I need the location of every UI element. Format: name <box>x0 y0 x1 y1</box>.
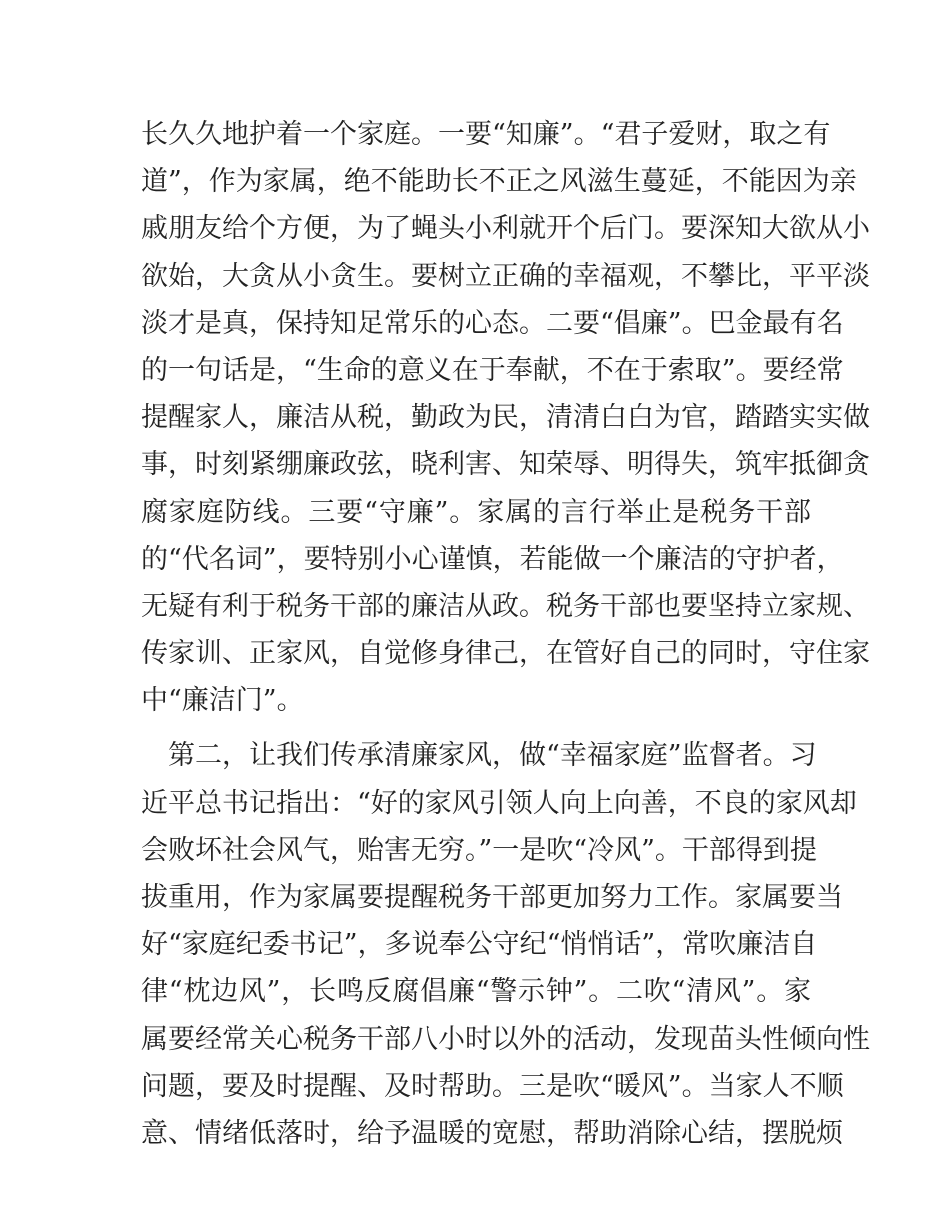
text-line: 无疑有利于税务干部的廉洁从政。税务干部也要坚持立家规、 <box>141 590 870 622</box>
paragraph-1 <box>141 111 870 724</box>
text-line: 律“枕边风”，长鸣反腐倡廉“警示钟”。二吹“清风”。家 <box>141 976 811 1008</box>
text-line: 长久久地护着一个家庭。一要“知廉”。“君子爱财，取之有 <box>141 119 831 150</box>
text-line: 属要经常关心税务干部八小时以外的活动，发现苗头性倾向性 <box>141 1023 870 1055</box>
text-line: 道”，作为家属，绝不能助长不正之风滋生蔓延，不能因为亲 <box>141 166 857 198</box>
text-line: 淡才是真，保持知足常乐的心态。二要“倡廉”。巴金最有名 <box>141 307 844 339</box>
document-body <box>141 111 870 1157</box>
text-line: 拔重用，作为家属要提醒税务干部更加努力工作。家属要当 <box>141 882 843 913</box>
text-line: 的一句话是，“生命的意义在于奉献，不在于索取”。要经常 <box>141 354 844 386</box>
text-line: 意、情绪低落时，给予温暖的宽慰，帮助消除心结，摆脱烦 <box>141 1117 843 1149</box>
text-line: 中“廉洁门”。 <box>141 685 304 717</box>
text-line: 欲始，大贪从小贪生。要树立正确的幸福观，不攀比，平平淡 <box>141 260 870 292</box>
text-line: 传家训、正家风，自觉修身律己，在管好自己的同时，守住家 <box>141 638 870 670</box>
paragraph-2 <box>141 732 870 1157</box>
text-line: 腐家庭防线。三要“守廉”。家属的言行举止是税务干部 <box>141 496 811 528</box>
text-line: 戚朋友给个方便，为了蝇头小利就开个后门。要深知大欲从小 <box>141 213 870 245</box>
paragraph-gap <box>141 724 811 732</box>
text-line: 提醒家人，廉洁从税，勤政为民，清清白白为官，踏踏实实做 <box>141 402 870 434</box>
text-line: 第二，让我们传承清廉家风，做“幸福家庭”监督者。习 <box>141 740 817 772</box>
text-line: 近平总书记指出：“好的家风引领人向上向善，不良的家风却 <box>141 787 857 819</box>
text-line: 问题，要及时提醒、及时帮助。三是吹“暖风”。当家人不顺 <box>141 1070 844 1102</box>
text-line: 事，时刻紧绷廉政弦，晓利害、知荣辱、明得失，筑牢抵御贪 <box>141 449 870 481</box>
text-line: 的“代名词”，要特别小心谨慎，若能做一个廉洁的守护者， <box>141 543 844 575</box>
text-line: 会败坏社会风气，贻害无穷。”一是吹“冷风”。干部得到提 <box>141 834 817 866</box>
text-line: 好“家庭纪委书记”，多说奉公守纪“悄悄话”，常吹廉洁自 <box>141 929 818 961</box>
